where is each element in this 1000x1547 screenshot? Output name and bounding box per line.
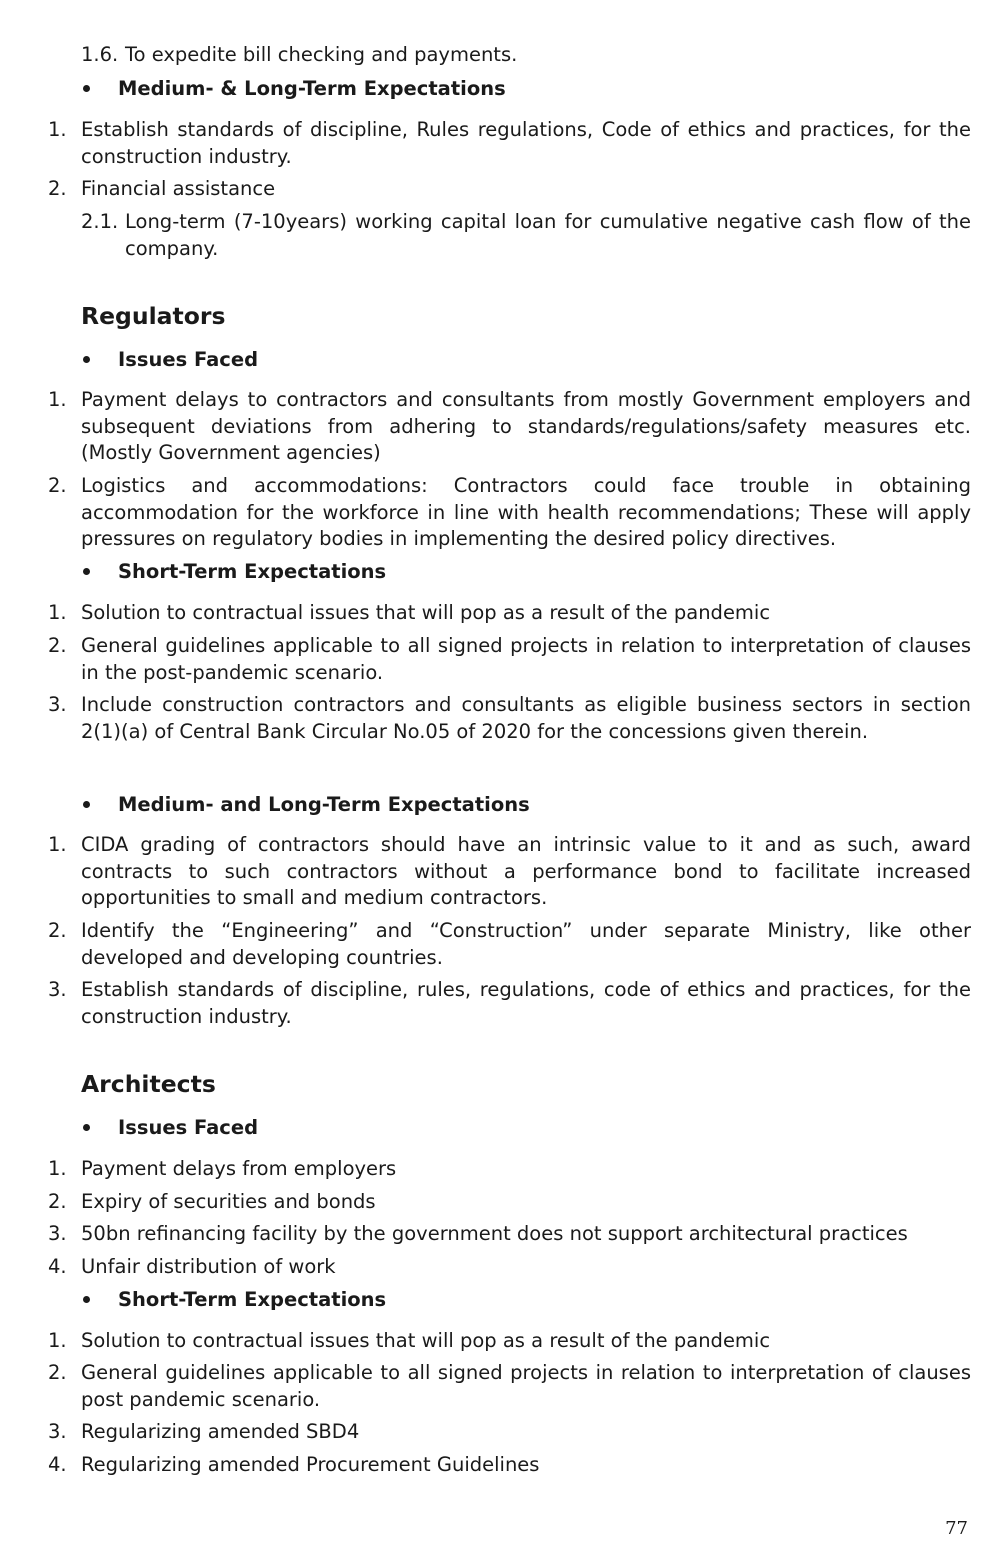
item-number: 3. xyxy=(48,1222,67,1245)
item-number: 4. xyxy=(48,1255,67,1278)
item-text: General guidelines applicable to all signed projects in relation to interpretation of clauses in the post-pandemic scenario. xyxy=(81,634,971,684)
list-item xyxy=(0,42,1000,69)
subheading-label: Medium- and Long-Term Expectations xyxy=(118,793,530,816)
bullet-icon xyxy=(83,1296,90,1303)
subheading-bullet xyxy=(83,75,983,102)
item-number: 2. xyxy=(48,919,67,942)
page-number: 77 xyxy=(945,1518,968,1539)
item-number: 2. xyxy=(48,634,67,657)
list-item xyxy=(0,1189,1000,1216)
item-text: Establish standards of discipline, Rules regulations, Code of ethics and practices, for the construction industry. xyxy=(81,118,971,168)
bullet-icon xyxy=(83,568,90,575)
list-item xyxy=(0,1360,1000,1414)
list-item xyxy=(0,832,1000,912)
item-number: 1. xyxy=(48,833,67,856)
item-number: 2.1. xyxy=(81,210,119,233)
list-item xyxy=(0,1419,1000,1446)
item-text: 50bn refinancing facility by the government does not support architectural practices xyxy=(81,1222,908,1245)
subheading-bullet xyxy=(83,791,983,818)
item-number: 1. xyxy=(48,1329,67,1352)
item-text: Unfair distribution of work xyxy=(81,1255,336,1278)
item-number: 2. xyxy=(48,177,67,200)
section-heading-architects: Architects xyxy=(81,1070,216,1098)
item-number: 3. xyxy=(48,693,67,716)
list-item xyxy=(0,209,1000,263)
item-number: 2. xyxy=(48,474,67,497)
item-number: 1. xyxy=(48,1157,67,1180)
item-number: 2. xyxy=(48,1190,67,1213)
list-item xyxy=(0,977,1000,1031)
item-number: 3. xyxy=(48,1420,67,1443)
bullet-icon xyxy=(83,1124,90,1131)
bullet-icon xyxy=(83,356,90,363)
item-number: 4. xyxy=(48,1453,67,1476)
bullet-icon xyxy=(83,85,90,92)
item-text: Financial assistance xyxy=(81,177,276,200)
list-item xyxy=(0,1452,1000,1479)
subheading-label: Issues Faced xyxy=(118,1116,259,1139)
list-item xyxy=(0,1328,1000,1355)
item-text: Regularizing amended Procurement Guidelines xyxy=(81,1453,540,1476)
list-item xyxy=(0,1254,1000,1281)
item-text: Establish standards of discipline, rules, regulations, code of ethics and practices, for the construction industry. xyxy=(81,978,971,1028)
list-item xyxy=(0,600,1000,627)
list-item xyxy=(0,1221,1000,1248)
item-text: Long-term (7-10years) working capital loan for cumulative negative cash flow of the company. xyxy=(125,210,971,260)
item-text: Solution to contractual issues that will pop as a result of the pandemic xyxy=(81,601,771,624)
item-text: Expiry of securities and bonds xyxy=(81,1190,376,1213)
list-item xyxy=(0,1156,1000,1183)
item-text: To expedite bill checking and payments. xyxy=(125,43,518,66)
list-item xyxy=(0,918,1000,972)
subheading-label: Issues Faced xyxy=(118,348,259,371)
item-text: Include construction contractors and consultants as eligible business sectors in section 2(1)(a) of Central Bank Circular No.05 of 2020 for the concessions given therein. xyxy=(81,693,971,743)
item-number: 1. xyxy=(48,601,67,624)
bullet-icon xyxy=(83,801,90,808)
subheading-label: Short-Term Expectations xyxy=(118,560,387,583)
subheading-label: Medium- & Long-Term Expectations xyxy=(118,77,506,100)
item-text: CIDA grading of contractors should have an intrinsic value to it and as such, award contracts to such contractors without a performance bond to facilitate increased opportunities to small and medium contractors. xyxy=(81,833,971,909)
item-text: Identify the “Engineering” and “Construction” under separate Ministry, like other developed and developing countries. xyxy=(81,919,971,969)
section-heading-regulators: Regulators xyxy=(81,302,226,330)
subheading-bullet xyxy=(83,1286,983,1313)
subheading-bullet xyxy=(83,346,983,373)
item-number: 1.6. xyxy=(81,43,119,66)
item-text: Regularizing amended SBD4 xyxy=(81,1420,360,1443)
item-text: General guidelines applicable to all signed projects in relation to interpretation of clauses post pandemic scenario. xyxy=(81,1361,971,1411)
item-number: 3. xyxy=(48,978,67,1001)
item-number: 2. xyxy=(48,1361,67,1384)
list-item xyxy=(0,117,1000,171)
item-text: Payment delays from employers xyxy=(81,1157,397,1180)
list-item xyxy=(0,387,1000,467)
item-number: 1. xyxy=(48,388,67,411)
list-item xyxy=(0,176,1000,203)
item-text: Logistics and accommodations: Contractors could face trouble in obtaining accommodation for the workforce in line with health recommendations; These will apply pressures on regulatory bodies in implementing the desired policy directives. xyxy=(81,474,971,550)
item-number: 1. xyxy=(48,118,67,141)
subheading-bullet xyxy=(83,558,983,585)
item-text: Solution to contractual issues that will pop as a result of the pandemic xyxy=(81,1329,771,1352)
subheading-label: Short-Term Expectations xyxy=(118,1288,387,1311)
item-text: Payment delays to contractors and consultants from mostly Government employers and subsequent deviations from adhering to standards/regulations/safety measures etc. (Mostly Government agencies) xyxy=(81,388,971,464)
list-item xyxy=(0,633,1000,687)
list-item xyxy=(0,473,1000,553)
list-item xyxy=(0,692,1000,746)
subheading-bullet xyxy=(83,1114,983,1141)
